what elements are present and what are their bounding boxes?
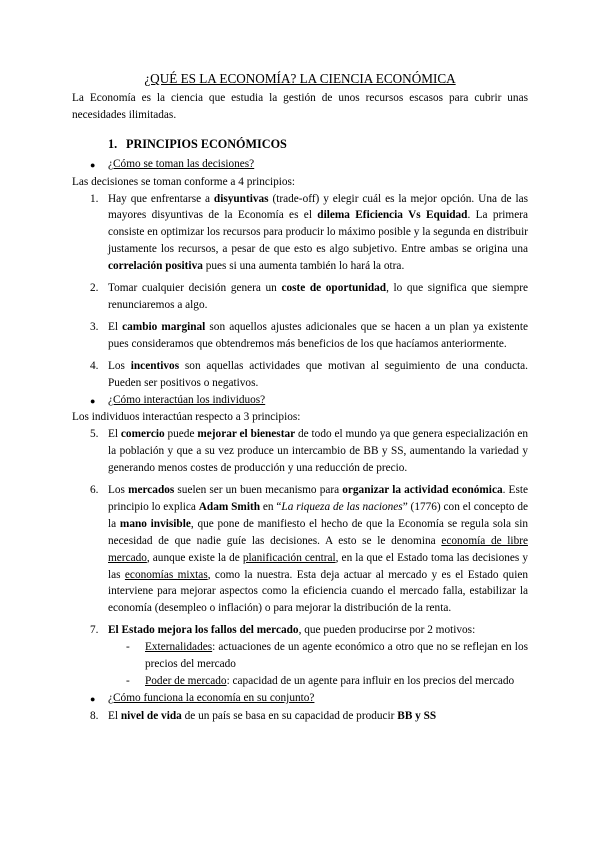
item-number: 4. — [90, 359, 99, 372]
item-text: El comercio puede mejorar el bienestar de todo el mundo ya que genera especialización en la población y que a su vez produce un intercambio de BB y SS, aumentando la variedad y generando menos costes de producción y una reducción de precio. — [108, 428, 528, 475]
principle-item-1 — [90, 191, 528, 276]
section-heading — [108, 136, 528, 153]
page-title: ¿QUÉ ES LA ECONOMÍA? LA CIENCIA ECONÓMICA — [144, 71, 456, 86]
question-text: ¿Cómo funciona la economía en su conjunto? — [108, 691, 315, 704]
bullet-icon: ● — [90, 693, 96, 704]
item-text: El Estado mejora los fallos del mercado, que pueden producirse por 2 motivos: — [108, 624, 476, 637]
item-number: 7. — [90, 624, 99, 637]
dash-marker: - — [126, 675, 130, 687]
principle-item-4 — [90, 358, 528, 392]
item-number: 3. — [90, 320, 99, 333]
principle-item-6 — [90, 482, 528, 617]
item-number: 5. — [90, 428, 99, 441]
sub-item-externalities — [126, 639, 528, 673]
principle-item-8 — [90, 708, 528, 725]
lead-text: Las decisiones se toman conforme a 4 principios: — [72, 175, 296, 188]
item-text: Tomar cualquier decisión genera un coste de oportunidad, lo que significa que siempre renunciaremos a algo. — [108, 282, 528, 311]
question-text: ¿Cómo interactúan los individuos? — [108, 393, 266, 406]
question-bullet-interaction — [90, 392, 528, 410]
item-text: Los incentivos son aquellas actividades que motivan al seguimiento de una conducta. Pueden ser positivos o negativos. — [108, 359, 528, 389]
sub-item-market-power — [126, 673, 528, 690]
item-number: 1. — [90, 192, 99, 205]
item-number: 6. — [90, 484, 99, 497]
lead-text: Los individuos interactúan respecto a 3 principios: — [72, 411, 301, 424]
item-text: El nivel de vida de un país se basa en su capacidad de producir BB y SS — [108, 709, 437, 722]
question-bullet-economy — [90, 690, 528, 708]
bullet-icon: ● — [90, 159, 96, 170]
sub-item-text: Poder de mercado: capacidad de un agente para influir en los precios del mercado — [145, 675, 515, 687]
principle-item-7 — [90, 622, 528, 639]
item-number: 2. — [90, 282, 99, 295]
item-number: 8. — [90, 709, 99, 722]
bullet-icon: ● — [90, 395, 96, 406]
item-text: Los mercados suelen ser un buen mecanismo para organizar la actividad económica. Este principio lo explica Adam Smith en “La riqueza de las naciones” (1776) con el concepto de la mano invisible, que pone de manifiesto el hecho de que la Economía se regula sola sin necesidad de que nadie guíe las decisiones. A esto se le denomina economía de libre mercado, aunque existe la de planificación central, en la que el Estado toma las decisiones y las economías mixtas, como la nuestra. Esta deja actuar al mercado y es el Estado quien interviene para mejorar aspectos como la eficiencia cuando el mercado falla, estabilizar la economía (desempleo o inflación) o para mejorar la distribución de la renta. — [108, 484, 529, 615]
sub-item-text: Externalidades: actuaciones de un agente económico a otro que no se reflejan en los precios del mercado — [145, 641, 528, 671]
section-number: 1. — [108, 136, 118, 151]
item-text: Hay que enfrentarse a disyuntivas (trade-off) y elegir cuál es la mejor opción. Una de las mayores disyuntivas de la Economía es el dilema Eficiencia Vs Equidad. La primera consiste en optimizar los recursos para producir lo máximo posible y la segunda en distribuir justamente los recursos, a pesar de que esto es algo subjetivo. Entre ambas se origina una correlación positiva pues si una aumenta también lo hará la otra. — [108, 192, 528, 273]
section-title: PRINCIPIOS ECONÓMICOS — [126, 136, 287, 151]
question-bullet-decisions — [90, 156, 528, 174]
principle-item-2 — [90, 280, 528, 314]
principle-item-5 — [90, 426, 528, 477]
question-text: ¿Cómo se toman las decisiones? — [108, 157, 255, 170]
intro-paragraph: La Economía es la ciencia que estudia la gestión de unos recursos escasos para cubrir unas necesidades ilimitadas. — [72, 92, 528, 121]
dash-marker: - — [126, 641, 130, 654]
principle-item-3 — [90, 319, 528, 353]
item-text: El cambio marginal son aquellos ajustes adicionales que se hacen a un plan ya existente pues consideramos que obtendremos más beneficios de los que hacíamos anteriormente. — [108, 320, 528, 350]
document-page — [72, 70, 528, 730]
